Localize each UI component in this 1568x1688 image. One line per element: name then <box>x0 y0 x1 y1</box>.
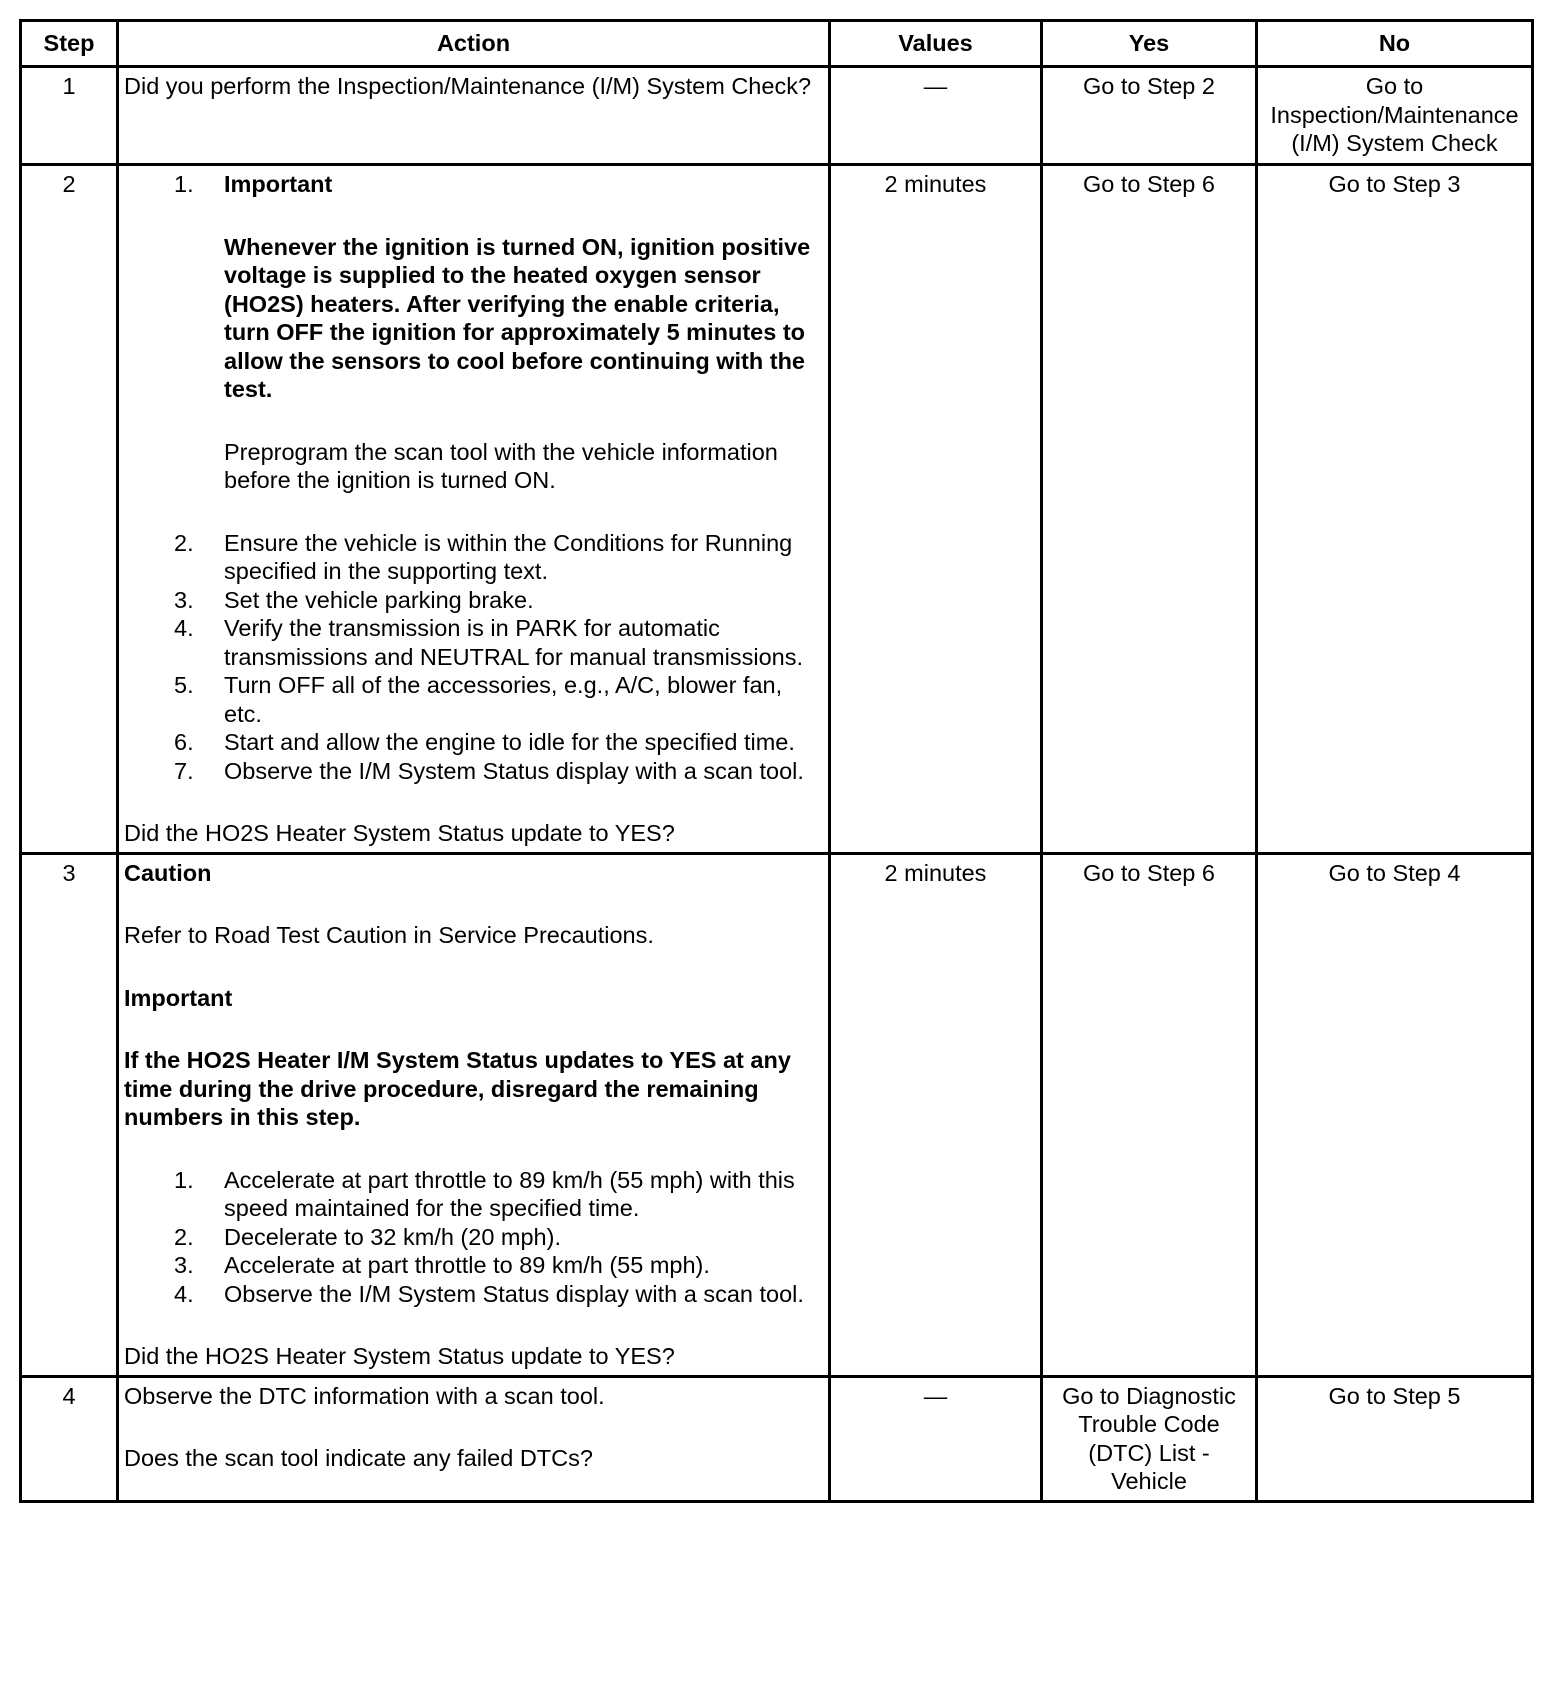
no-link[interactable]: Go to Step 4 <box>1257 853 1533 1376</box>
item-number: 4. <box>174 1280 194 1307</box>
list-item <box>124 728 823 757</box>
action-text: Did you perform the Inspection/Maintenance (I/M) System Check? <box>124 73 812 99</box>
item-number: 3. <box>174 586 194 613</box>
value-cell: — <box>830 67 1042 165</box>
item-text: Observe the I/M System Status display with a scan tool. <box>224 757 804 784</box>
list-item <box>124 1223 823 1252</box>
procedure-list <box>124 170 823 199</box>
item-text: Set the vehicle parking brake. <box>224 586 534 613</box>
action-cell <box>118 1376 830 1501</box>
action-cell <box>118 67 830 165</box>
important-note: Whenever the ignition is turned ON, ignition positive voltage is supplied to the heated oxygen sensor (HO2S) heaters. After verifying the enable criteria, turn OFF the ignition for approximately 5 minutes to allow the sensors to cool before continuing with the test. <box>224 233 811 402</box>
step-number: 3 <box>21 853 118 1376</box>
item-number: 6. <box>174 729 194 755</box>
item-text: Ensure the vehicle is within the Conditions for Running specified in the supporting text. <box>224 529 793 584</box>
list-item <box>124 614 823 671</box>
question-text: Did the HO2S Heater System Status update to YES? <box>124 820 675 846</box>
yes-link[interactable]: Go to Step 6 <box>1042 165 1257 854</box>
table-row <box>21 67 1533 165</box>
important-note: If the HO2S Heater I/M System Status updates to YES at any time during the drive procedure, disregard the remaining numbers in this step. <box>124 1047 791 1130</box>
list-item <box>124 1166 823 1223</box>
header-row <box>21 21 1533 67</box>
table-row <box>21 1376 1533 1501</box>
header-action: Action <box>118 21 830 67</box>
item-number: 2. <box>174 529 194 556</box>
item-text: Verify the transmission is in PARK for automatic transmissions and NEUTRAL for manual transmissions. <box>224 615 803 670</box>
header-step: Step <box>21 21 118 67</box>
yes-link[interactable]: Go to Diagnostic Trouble Code (DTC) List - Vehicle <box>1042 1376 1257 1501</box>
item-text: Decelerate to 32 km/h (20 mph). <box>224 1223 561 1250</box>
question-text: Does the scan tool indicate any failed DTCs? <box>124 1445 593 1471</box>
list-item <box>124 529 823 586</box>
table-row <box>21 165 1533 854</box>
action-text: Observe the DTC information with a scan tool. <box>124 1382 605 1409</box>
list-item <box>124 586 823 615</box>
value-cell: 2 minutes <box>830 853 1042 1376</box>
no-link[interactable]: Go to Inspection/Maintenance (I/M) System Check <box>1257 67 1533 165</box>
procedure-list <box>124 529 823 786</box>
item-text: Accelerate at part throttle to 89 km/h (55 mph) with this speed maintained for the specified time. <box>224 1166 795 1221</box>
item-number: 1. <box>174 171 194 197</box>
list-item <box>124 1251 823 1280</box>
item-number: 7. <box>174 757 194 784</box>
item-number: 4. <box>174 615 194 641</box>
item-text: Start and allow the engine to idle for the specified time. <box>224 729 795 755</box>
important-label: Important <box>224 171 333 197</box>
step-number: 2 <box>21 165 118 854</box>
header-values: Values <box>830 21 1042 67</box>
action-cell <box>118 853 830 1376</box>
item-number: 5. <box>174 672 194 698</box>
header-no: No <box>1257 21 1533 67</box>
question-text: Did the HO2S Heater System Status update to YES? <box>124 1343 675 1369</box>
header-yes: Yes <box>1042 21 1257 67</box>
list-item <box>124 671 823 728</box>
preprogram-note: Preprogram the scan tool with the vehicle information before the ignition is turned ON. <box>224 438 778 493</box>
no-link[interactable]: Go to Step 3 <box>1257 165 1533 854</box>
value-cell: 2 minutes <box>830 165 1042 854</box>
item-text: Observe the I/M System Status display with a scan tool. <box>224 1280 804 1307</box>
step-number: 1 <box>21 67 118 165</box>
item-number: 2. <box>174 1223 194 1250</box>
diagnostic-table <box>19 19 1534 1503</box>
important-label: Important <box>124 984 233 1011</box>
procedure-list <box>124 1166 823 1309</box>
item-text: Accelerate at part throttle to 89 km/h (55 mph). <box>224 1252 710 1278</box>
yes-link[interactable]: Go to Step 6 <box>1042 853 1257 1376</box>
table-row <box>21 853 1533 1376</box>
item-number: 3. <box>174 1252 194 1278</box>
value-cell: — <box>830 1376 1042 1501</box>
list-item <box>124 1280 823 1309</box>
step-number: 4 <box>21 1376 118 1501</box>
item-text: Turn OFF all of the accessories, e.g., A/C, blower fan, etc. <box>224 672 783 727</box>
list-item <box>124 757 823 786</box>
list-item <box>124 170 823 199</box>
caution-label: Caution <box>124 859 212 886</box>
action-cell <box>118 165 830 854</box>
yes-link[interactable]: Go to Step 2 <box>1042 67 1257 165</box>
no-link[interactable]: Go to Step 5 <box>1257 1376 1533 1501</box>
item-number: 1. <box>174 1166 194 1193</box>
caution-text: Refer to Road Test Caution in Service Precautions. <box>124 922 654 948</box>
